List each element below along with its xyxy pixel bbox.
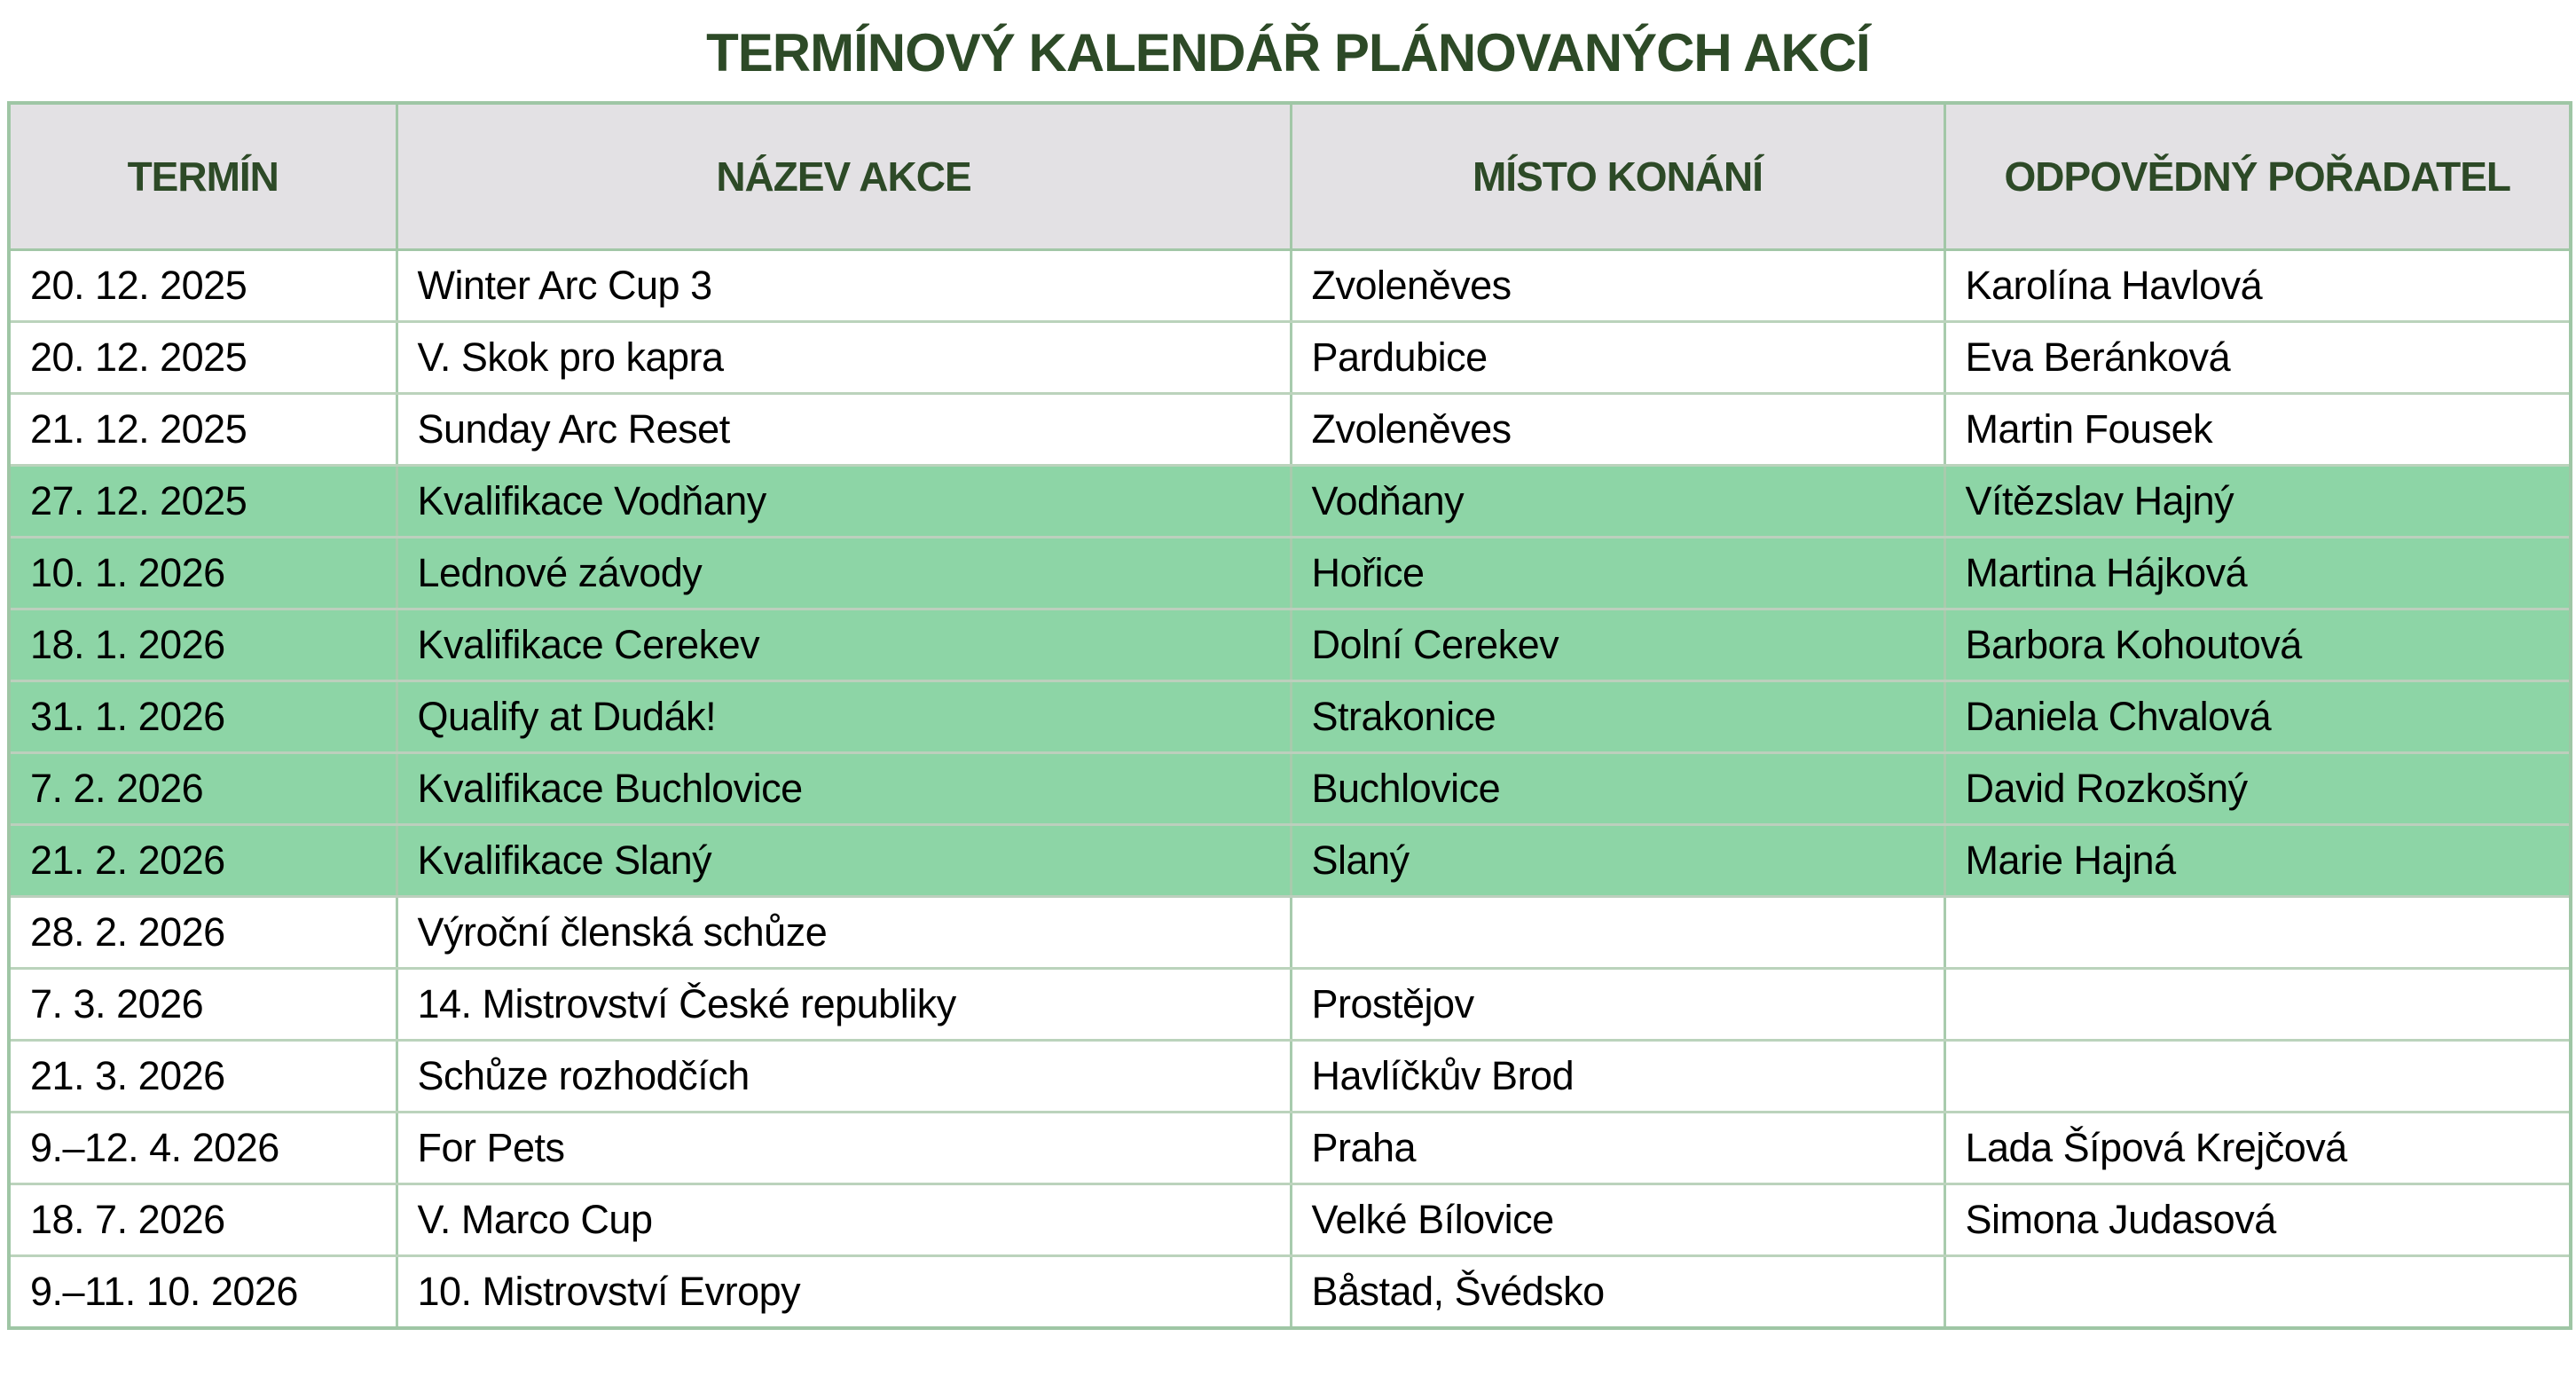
cell-termin: 18. 1. 2026 <box>9 609 397 681</box>
cell-termin: 20. 12. 2025 <box>9 250 397 322</box>
cell-nazev: V. Marco Cup <box>397 1184 1291 1256</box>
cell-termin: 27. 12. 2025 <box>9 466 397 538</box>
cell-nazev: Qualify at Dudák! <box>397 681 1291 753</box>
cell-nazev: For Pets <box>397 1113 1291 1184</box>
cell-nazev: Winter Arc Cup 3 <box>397 250 1291 322</box>
cell-poradatel: Martina Hájková <box>1944 538 2571 609</box>
table-row <box>9 897 2571 969</box>
cell-nazev: Kvalifikace Slaný <box>397 825 1291 897</box>
column-header-termin: TERMÍN <box>9 103 397 250</box>
cell-misto: Praha <box>1291 1113 1944 1184</box>
cell-termin: 20. 12. 2025 <box>9 322 397 394</box>
column-header-misto: MÍSTO KONÁNÍ <box>1291 103 1944 250</box>
cell-poradatel: Eva Beránková <box>1944 322 2571 394</box>
cell-nazev: 14. Mistrovství České republiky <box>397 969 1291 1041</box>
table-row <box>9 1113 2571 1184</box>
table-row <box>9 538 2571 609</box>
cell-misto: Hořice <box>1291 538 1944 609</box>
cell-misto: Dolní Cerekev <box>1291 609 1944 681</box>
cell-termin: 7. 2. 2026 <box>9 753 397 825</box>
cell-poradatel <box>1944 1256 2571 1329</box>
cell-poradatel: Lada Šípová Krejčová <box>1944 1113 2571 1184</box>
table-row <box>9 1184 2571 1256</box>
cell-termin: 31. 1. 2026 <box>9 681 397 753</box>
cell-termin: 21. 12. 2025 <box>9 394 397 466</box>
cell-poradatel: Barbora Kohoutová <box>1944 609 2571 681</box>
table-row <box>9 825 2571 897</box>
cell-misto: Slaný <box>1291 825 1944 897</box>
cell-misto: Zvoleněves <box>1291 250 1944 322</box>
cell-poradatel: Simona Judasová <box>1944 1184 2571 1256</box>
cell-termin: 10. 1. 2026 <box>9 538 397 609</box>
cell-poradatel: Marie Hajná <box>1944 825 2571 897</box>
column-header-poradatel: ODPOVĚDNÝ POŘADATEL <box>1944 103 2571 250</box>
cell-poradatel: Vítězslav Hajný <box>1944 466 2571 538</box>
cell-nazev: 10. Mistrovství Evropy <box>397 1256 1291 1329</box>
cell-termin: 28. 2. 2026 <box>9 897 397 969</box>
table-row <box>9 250 2571 322</box>
cell-poradatel: Karolína Havlová <box>1944 250 2571 322</box>
cell-nazev: Sunday Arc Reset <box>397 394 1291 466</box>
table-row <box>9 969 2571 1041</box>
table-row <box>9 753 2571 825</box>
table-row <box>9 1256 2571 1329</box>
cell-misto: Buchlovice <box>1291 753 1944 825</box>
cell-poradatel: David Rozkošný <box>1944 753 2571 825</box>
page-title: TERMÍNOVÝ KALENDÁŘ PLÁNOVANÝCH AKCÍ <box>706 23 1870 83</box>
cell-misto: Strakonice <box>1291 681 1944 753</box>
cell-nazev: Kvalifikace Buchlovice <box>397 753 1291 825</box>
cell-termin: 9.–12. 4. 2026 <box>9 1113 397 1184</box>
table-row <box>9 609 2571 681</box>
cell-termin: 7. 3. 2026 <box>9 969 397 1041</box>
cell-misto: Havlíčkův Brod <box>1291 1041 1944 1113</box>
header-row <box>9 103 2571 250</box>
cell-termin: 21. 3. 2026 <box>9 1041 397 1113</box>
table-row <box>9 466 2571 538</box>
cell-termin: 18. 7. 2026 <box>9 1184 397 1256</box>
cell-misto: Prostějov <box>1291 969 1944 1041</box>
cell-nazev: V. Skok pro kapra <box>397 322 1291 394</box>
cell-poradatel <box>1944 1041 2571 1113</box>
table-row <box>9 322 2571 394</box>
cell-misto: Zvoleněves <box>1291 394 1944 466</box>
cell-poradatel <box>1944 897 2571 969</box>
cell-poradatel <box>1944 969 2571 1041</box>
cell-nazev: Kvalifikace Vodňany <box>397 466 1291 538</box>
cell-misto <box>1291 897 1944 969</box>
cell-poradatel: Daniela Chvalová <box>1944 681 2571 753</box>
cell-nazev: Kvalifikace Cerekev <box>397 609 1291 681</box>
cell-misto: Pardubice <box>1291 322 1944 394</box>
events-table <box>7 101 2572 1330</box>
cell-nazev: Schůze rozhodčích <box>397 1041 1291 1113</box>
cell-nazev: Lednové závody <box>397 538 1291 609</box>
table-row <box>9 394 2571 466</box>
table-row <box>9 681 2571 753</box>
cell-nazev: Výroční členská schůze <box>397 897 1291 969</box>
cell-misto: Båstad, Švédsko <box>1291 1256 1944 1329</box>
table-row <box>9 1041 2571 1113</box>
cell-poradatel: Martin Fousek <box>1944 394 2571 466</box>
cell-misto: Vodňany <box>1291 466 1944 538</box>
cell-termin: 21. 2. 2026 <box>9 825 397 897</box>
cell-misto: Velké Bílovice <box>1291 1184 1944 1256</box>
cell-termin: 9.–11. 10. 2026 <box>9 1256 397 1329</box>
column-header-nazev: NÁZEV AKCE <box>397 103 1291 250</box>
